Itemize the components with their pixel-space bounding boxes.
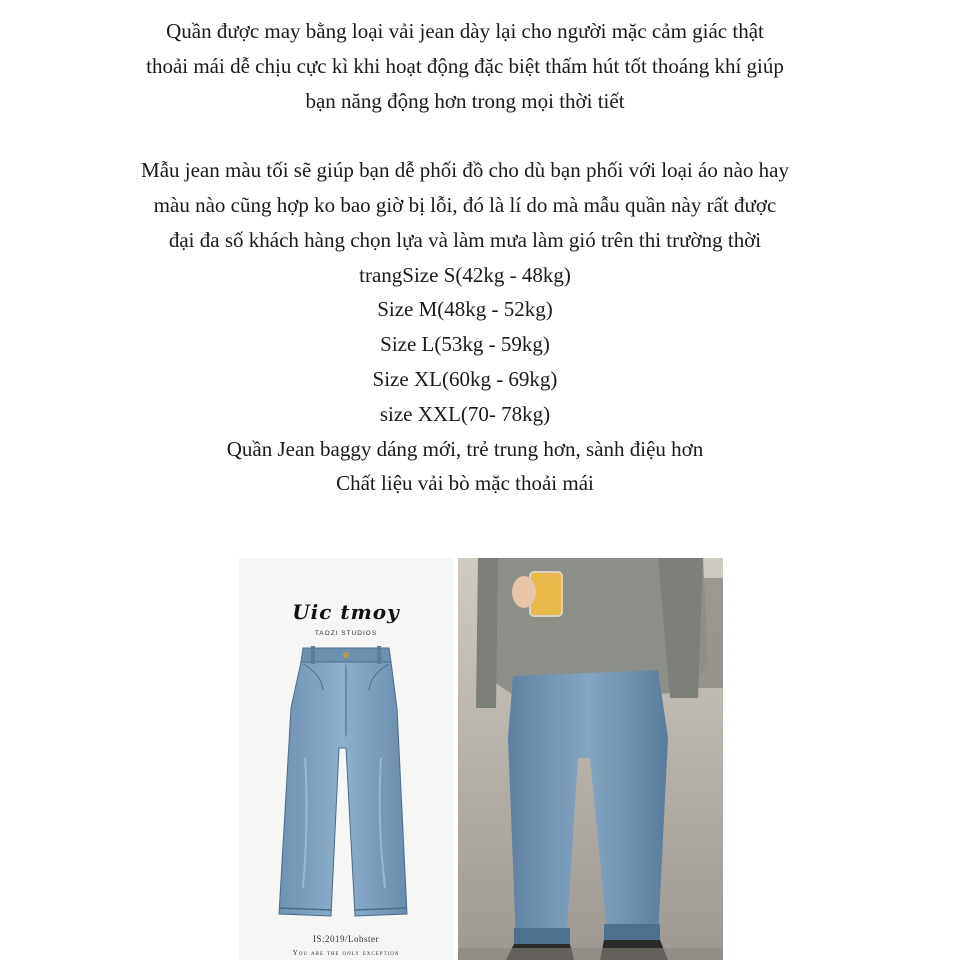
- size-line-xxl: size XXL(70- 78kg): [379, 401, 551, 426]
- studio-label: TAOZI STUDIOS: [314, 630, 378, 637]
- size-line-xl: Size XL(60kg - 69kg): [372, 366, 558, 391]
- description-line: bạn năng động hơn trong mọi thời tiết: [305, 88, 625, 113]
- product-description: [0, 14, 930, 501]
- size-line-m: Size M(48kg - 52kg): [377, 297, 553, 322]
- description-line: Quần Jean baggy dáng mới, trẻ trung hơn, sành điệu hơn: [226, 436, 704, 461]
- collection-caption: IS:2019/Lobster: [313, 934, 379, 944]
- paragraph-gap: [0, 118, 930, 153]
- product-model-image: [458, 558, 723, 960]
- description-line: màu nào cũng hợp ko bao giờ bị lỗi, đó là lí do mà mẫu quần này rất được: [153, 192, 777, 217]
- tagline-caption: You are the only exception: [292, 948, 400, 957]
- jeans-flatlay-illustration: [239, 558, 453, 960]
- product-flatlay-image: [239, 558, 453, 960]
- description-line: đại đa số khách hàng chọn lựa và làm mưa làm gió trên thi trường thời: [168, 227, 762, 252]
- description-line: thoải mái dễ chịu cực kì khi hoạt động đặc biệt thấm hút tốt thoáng khí giúp: [146, 53, 784, 78]
- description-line: Chất liệu vải bò mặc thoải mái: [336, 471, 594, 496]
- size-line-s: trangSize S(42kg - 48kg): [359, 262, 571, 287]
- description-line: Quần được may bằng loại vải jean dày lại cho người mặc cảm giác thật: [166, 19, 764, 43]
- size-line-l: Size L(53kg - 59kg): [380, 332, 550, 357]
- description-line: Mẫu jean màu tối sẽ giúp bạn dễ phối đồ cho dù bạn phối với loại áo nào hay: [141, 158, 789, 183]
- model-wearing-jeans-illustration: [458, 558, 723, 960]
- brand-logo: Uic tmoy: [292, 600, 400, 624]
